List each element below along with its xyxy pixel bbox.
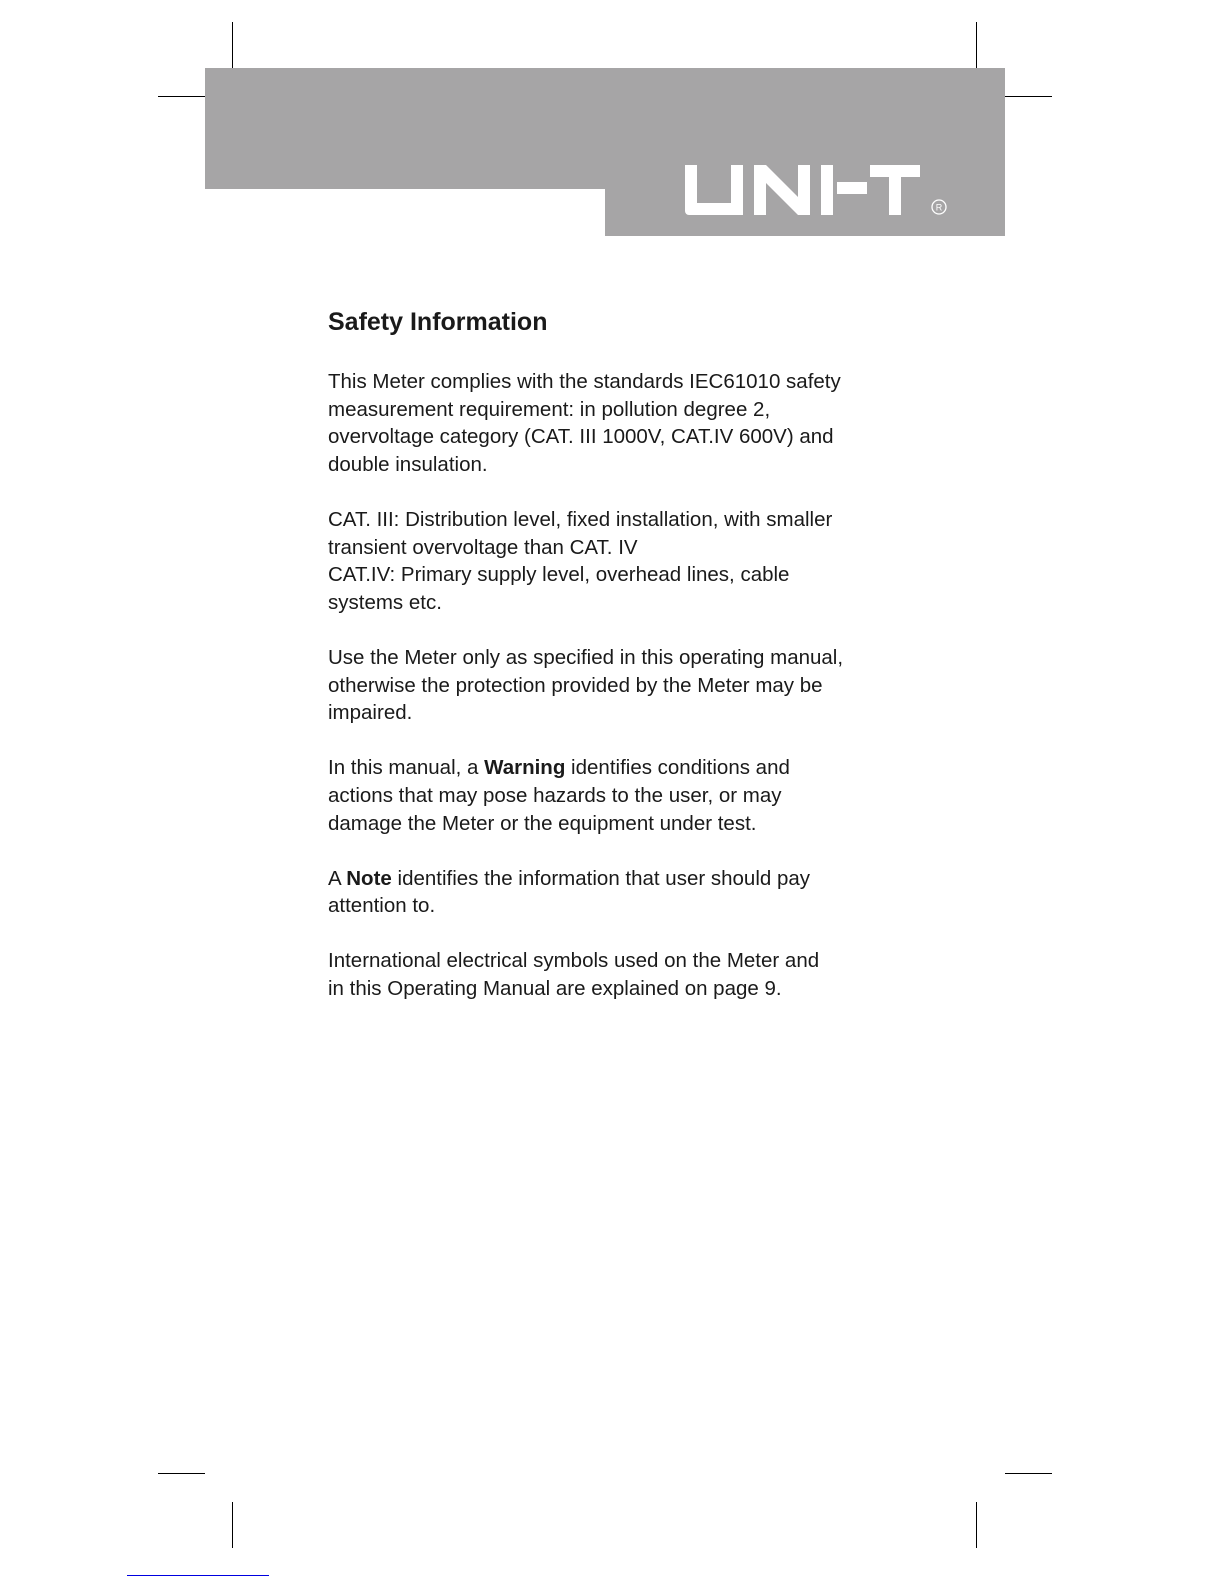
text-segment: CAT. III: Distribution level, fixed installation, with smaller bbox=[328, 507, 833, 531]
text-line bbox=[328, 810, 908, 838]
uni-t-logo bbox=[682, 162, 952, 218]
text-segment: measurement requirement: in pollution degree 2, bbox=[328, 397, 771, 421]
paragraph bbox=[328, 754, 908, 837]
crop-mark bbox=[232, 22, 233, 68]
text-line bbox=[328, 451, 908, 479]
text-segment: Use the Meter only as specified in this operating manual, bbox=[328, 645, 844, 669]
crop-mark bbox=[232, 1502, 233, 1548]
paragraph bbox=[328, 644, 908, 727]
text-line bbox=[328, 396, 908, 424]
text-segment: impaired. bbox=[328, 701, 413, 725]
text-line bbox=[328, 865, 908, 893]
text-line bbox=[328, 947, 908, 975]
text-segment: transient overvoltage than CAT. IV bbox=[328, 535, 638, 559]
text-segment: double insulation. bbox=[328, 452, 488, 476]
svg-text:R: R bbox=[935, 202, 943, 213]
text-line bbox=[328, 423, 908, 451]
text-line bbox=[328, 644, 908, 672]
paragraph bbox=[328, 368, 908, 478]
body-text bbox=[328, 368, 908, 1030]
paragraph bbox=[328, 506, 908, 616]
text-segment: CAT.IV: Primary supply level, overhead lines, cable bbox=[328, 563, 790, 587]
crop-mark bbox=[976, 22, 977, 68]
text-segment: systems etc. bbox=[328, 590, 442, 614]
text-segment: otherwise the protection provided by the Meter may be bbox=[328, 673, 823, 697]
paragraph bbox=[328, 865, 908, 920]
bold-term: Warning bbox=[484, 756, 566, 780]
paragraph bbox=[328, 947, 908, 1002]
text-line bbox=[328, 975, 908, 1003]
crop-mark bbox=[158, 1473, 205, 1474]
text-segment: This Meter complies with the standards IEC61010 safety bbox=[328, 370, 841, 393]
text-line bbox=[328, 368, 908, 396]
page-title: Safety Information bbox=[328, 308, 548, 336]
text-segment: damage the Meter or the equipment under test. bbox=[328, 811, 757, 835]
text-segment: In this manual, a bbox=[328, 756, 485, 780]
text-segment: actions that may pose hazards to the user, or may bbox=[328, 783, 782, 807]
crop-mark bbox=[1005, 96, 1052, 97]
text-segment: in this Operating Manual are explained on page 9. bbox=[328, 977, 782, 1001]
text-segment: attention to. bbox=[328, 894, 436, 918]
crop-mark bbox=[1005, 1473, 1052, 1474]
text-line bbox=[328, 589, 908, 617]
bold-term: Note bbox=[346, 866, 392, 890]
text-line bbox=[328, 506, 908, 534]
text-segment: A bbox=[328, 866, 347, 890]
text-line bbox=[328, 561, 908, 589]
crop-mark bbox=[158, 96, 205, 97]
text-segment: overvoltage category (CAT. III 1000V, CAT.IV 600V) and bbox=[328, 425, 834, 449]
text-line bbox=[328, 672, 908, 700]
crop-mark bbox=[976, 1502, 977, 1548]
text-line bbox=[328, 892, 908, 920]
text-line bbox=[328, 754, 908, 782]
text-segment: International electrical symbols used on the Meter and bbox=[328, 949, 820, 973]
link-underline bbox=[127, 1575, 269, 1576]
text-segment: identifies the information that user should pay bbox=[391, 866, 811, 890]
text-segment: identifies conditions and bbox=[565, 756, 790, 780]
text-line bbox=[328, 534, 908, 562]
text-line bbox=[328, 699, 908, 727]
text-line bbox=[328, 782, 908, 810]
